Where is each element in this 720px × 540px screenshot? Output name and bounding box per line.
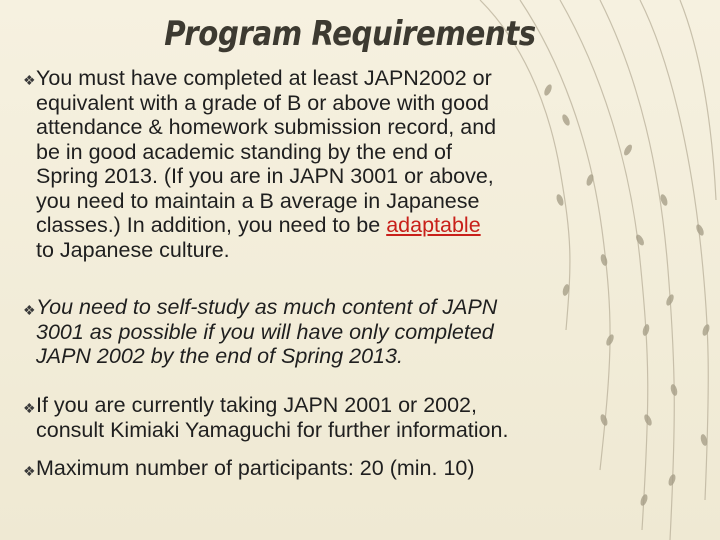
bullet-text-3: If you are currently taking JAPN 2001 or 2002, consult Kimiaki Yamaguchi for further information.	[36, 393, 509, 442]
bullet-text-1-part1: You must have completed at least JAPN2002 or equivalent with a grade of B or above with good attendance & homework submission record, and be in good academic standing by the end of Spring 2013. (If you are in JAPN 3001 or above, you need to maintain a B average in Japanese classes.) In addition, you need to be	[36, 66, 497, 237]
bullet-text-4: Maximum number of participants: 20 (min. 10)	[36, 456, 475, 480]
diamond-bullet-icon: ❖	[23, 400, 36, 416]
diamond-bullet-icon: ❖	[23, 302, 36, 318]
bullet-text-2: You need to self-study as much content of JAPN 3001 as possible if you will have only completed JAPN 2002 by the end of Spring 2013.	[36, 295, 498, 368]
bullet-text-1	[36, 66, 636, 262]
diamond-bullet-icon: ❖	[23, 463, 36, 479]
diamond-bullet-icon: ❖	[23, 72, 36, 88]
bullet-text-1-part2: to Japanese culture.	[36, 237, 230, 262]
slide-title: Program Requirements	[164, 14, 536, 54]
adaptable-highlight: adaptable	[386, 213, 481, 237]
